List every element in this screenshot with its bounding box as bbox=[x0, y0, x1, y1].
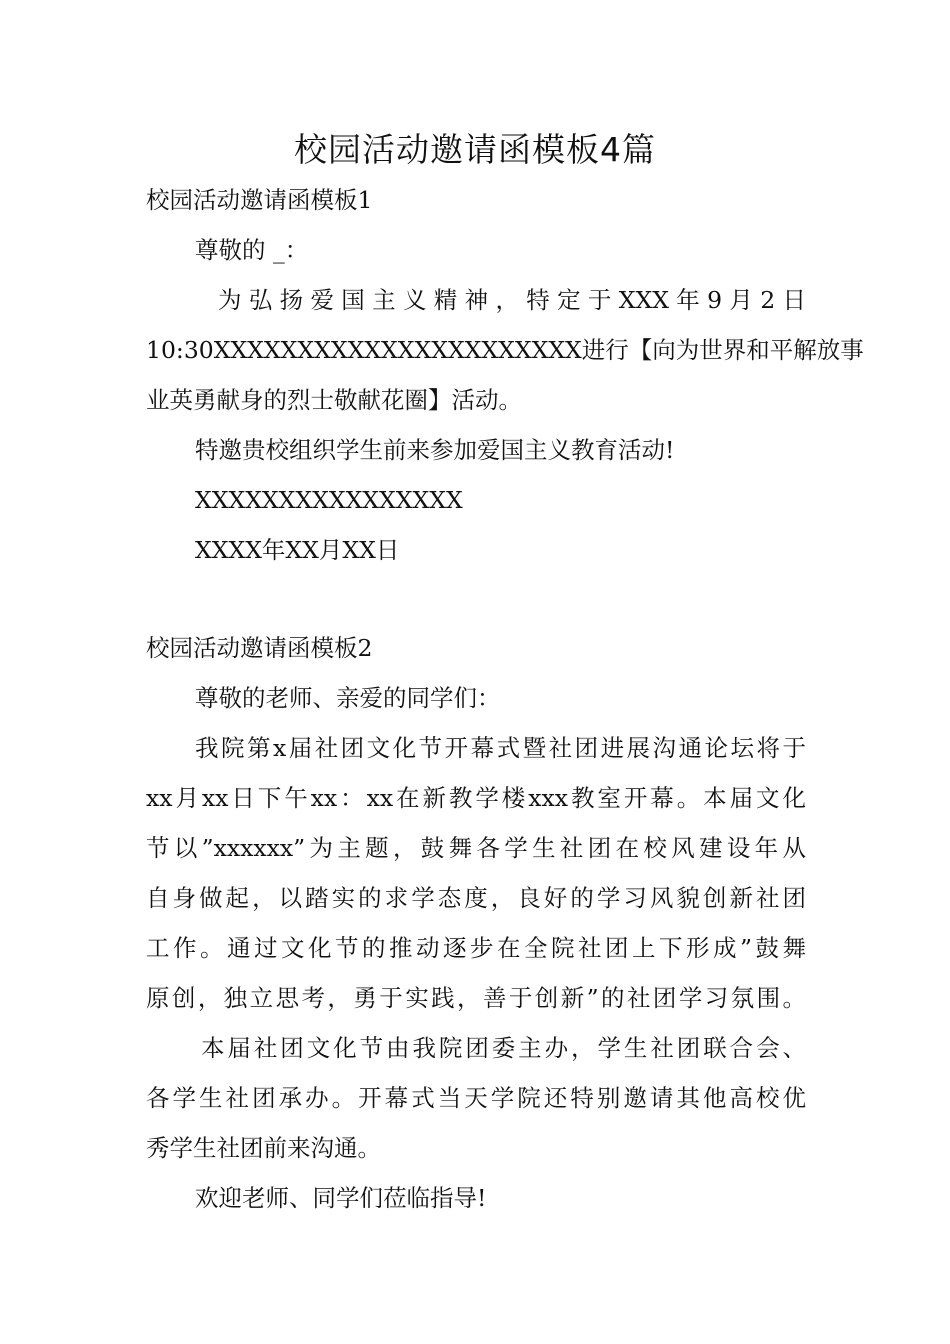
paragraph-line: 节以”xxxxxx”为主题，鼓舞各学生社团在校风建设年从 bbox=[146, 834, 806, 862]
date: XXXX年XX月XX日 bbox=[195, 536, 400, 564]
paragraph-line: 各学生社团承办。开幕式当天学院还特别邀请其他高校优 bbox=[146, 1084, 806, 1112]
paragraph-line: 我院第x届社团文化节开幕式暨社团进展沟通论坛将于 bbox=[195, 734, 806, 762]
paragraph-line: 原创，独立思考，勇于实践，善于创新”的社团学习氛围。 bbox=[146, 984, 806, 1012]
paragraph-line: 业英勇献身的烈士敬献花圈】活动。 bbox=[146, 386, 522, 414]
paragraph-line: 工作。通过文化节的推动逐步在全院社团上下形成”鼓舞 bbox=[146, 934, 806, 962]
paragraph-line: xx月xx日下午xx：xx在新教学楼xxx教室开幕。本届文化 bbox=[146, 784, 806, 812]
paragraph-line: 秀学生社团前来沟通。 bbox=[146, 1134, 381, 1162]
section-heading: 校园活动邀请函模板1 bbox=[146, 186, 373, 214]
document-title: 校园活动邀请函模板4篇 bbox=[294, 130, 656, 169]
paragraph-line: 自身做起，以踏实的求学态度，良好的学习风貌创新社团 bbox=[146, 884, 806, 912]
paragraph-line: 欢迎老师、同学们莅临指导! bbox=[195, 1184, 487, 1212]
paragraph-line: 特邀贵校组织学生前来参加爱国主义教育活动! bbox=[195, 436, 675, 464]
signature: XXXXXXXXXXXXXXXX bbox=[195, 486, 463, 514]
section-heading: 校园活动邀请函模板2 bbox=[146, 634, 373, 662]
salutation: 尊敬的老师、亲爱的同学们： bbox=[195, 684, 501, 712]
paragraph-line: 本届社团文化节由我院团委主办，学生社团联合会、 bbox=[201, 1034, 806, 1062]
paragraph-line: 为弘扬爱国主义精神，特定于XXX年9月2日 bbox=[218, 286, 806, 314]
paragraph-line: 10:30XXXXXXXXXXXXXXXXXXXXXX进行【向为世界和平解放事 bbox=[146, 336, 864, 364]
salutation: 尊敬的 _： bbox=[195, 236, 309, 264]
